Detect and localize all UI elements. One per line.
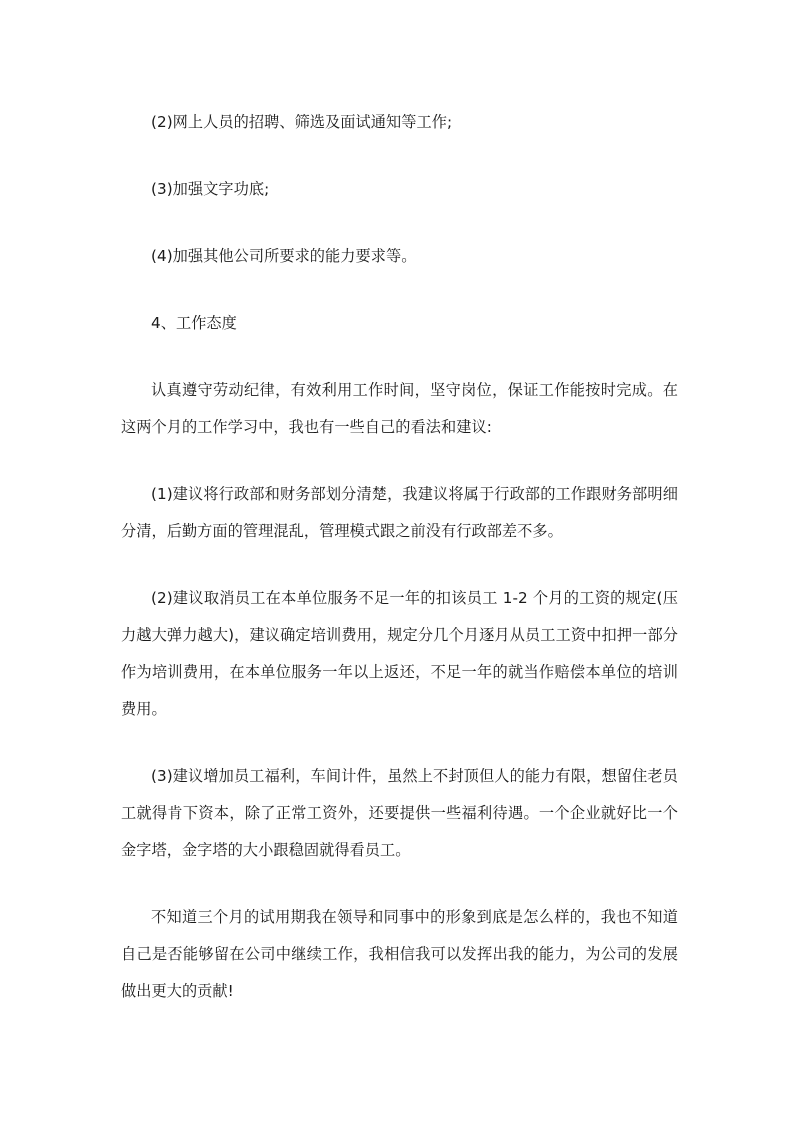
paragraph-gap xyxy=(121,728,678,758)
paragraph-recruitment: (2)网上人员的招聘、筛选及面试通知等工作; xyxy=(151,113,453,131)
paragraph-work-attitude: 认真遵守劳动纪律，有效利用工作时间，坚守岗位，保证工作能按时完成。在这两个月的工作学习中，我也有一些自己的看法和建议: xyxy=(121,381,678,436)
paragraph-gap xyxy=(121,869,678,899)
paragraph-suggestion-3: (3)建议增加员工福利，车间计件，虽然上不封顶但人的能力有限，想留住老员工就得肯下资本，除了正常工资外，还要提供一些福利待遇。一个企业就好比一个金字塔，金字塔的大小跟稳固就得看员工。 xyxy=(121,767,678,859)
paragraph-gap xyxy=(121,275,678,305)
paragraph-gap xyxy=(121,446,678,476)
section-heading-work-attitude: 4、工作态度 xyxy=(151,314,237,332)
paragraph-gap xyxy=(121,141,678,171)
paragraph-suggestion-2: (2)建议取消员工在本单位服务不足一年的扣该员工 1-2 个月的工资的规定(压力越大弹力越大)，建议确定培训费用，规定分几个月逐月从员工工资中扣押一部分作为培训费用，在本单位服务一年以上返还，不足一年的就当作赔偿本单位的培训费用。 xyxy=(121,589,678,718)
document-body xyxy=(121,104,678,1010)
paragraph-other-abilities: (4)加强其他公司所要求的能力要求等。 xyxy=(151,247,417,265)
paragraph-gap xyxy=(121,342,678,372)
paragraph-gap xyxy=(121,550,678,580)
paragraph-conclusion: 不知道三个月的试用期我在领导和同事中的形象到底是怎么样的，我也不知道自己是否能够留在公司中继续工作，我相信我可以发挥出我的能力，为公司的发展做出更大的贡献! xyxy=(121,908,678,1000)
paragraph-suggestion-1: (1)建议将行政部和财务部划分清楚，我建议将属于行政部的工作跟财务部明细分清，后勤方面的管理混乱，管理模式跟之前没有行政部差不多。 xyxy=(121,485,678,540)
paragraph-gap xyxy=(121,208,678,238)
paragraph-writing-skills: (3)加强文字功底; xyxy=(151,180,270,198)
